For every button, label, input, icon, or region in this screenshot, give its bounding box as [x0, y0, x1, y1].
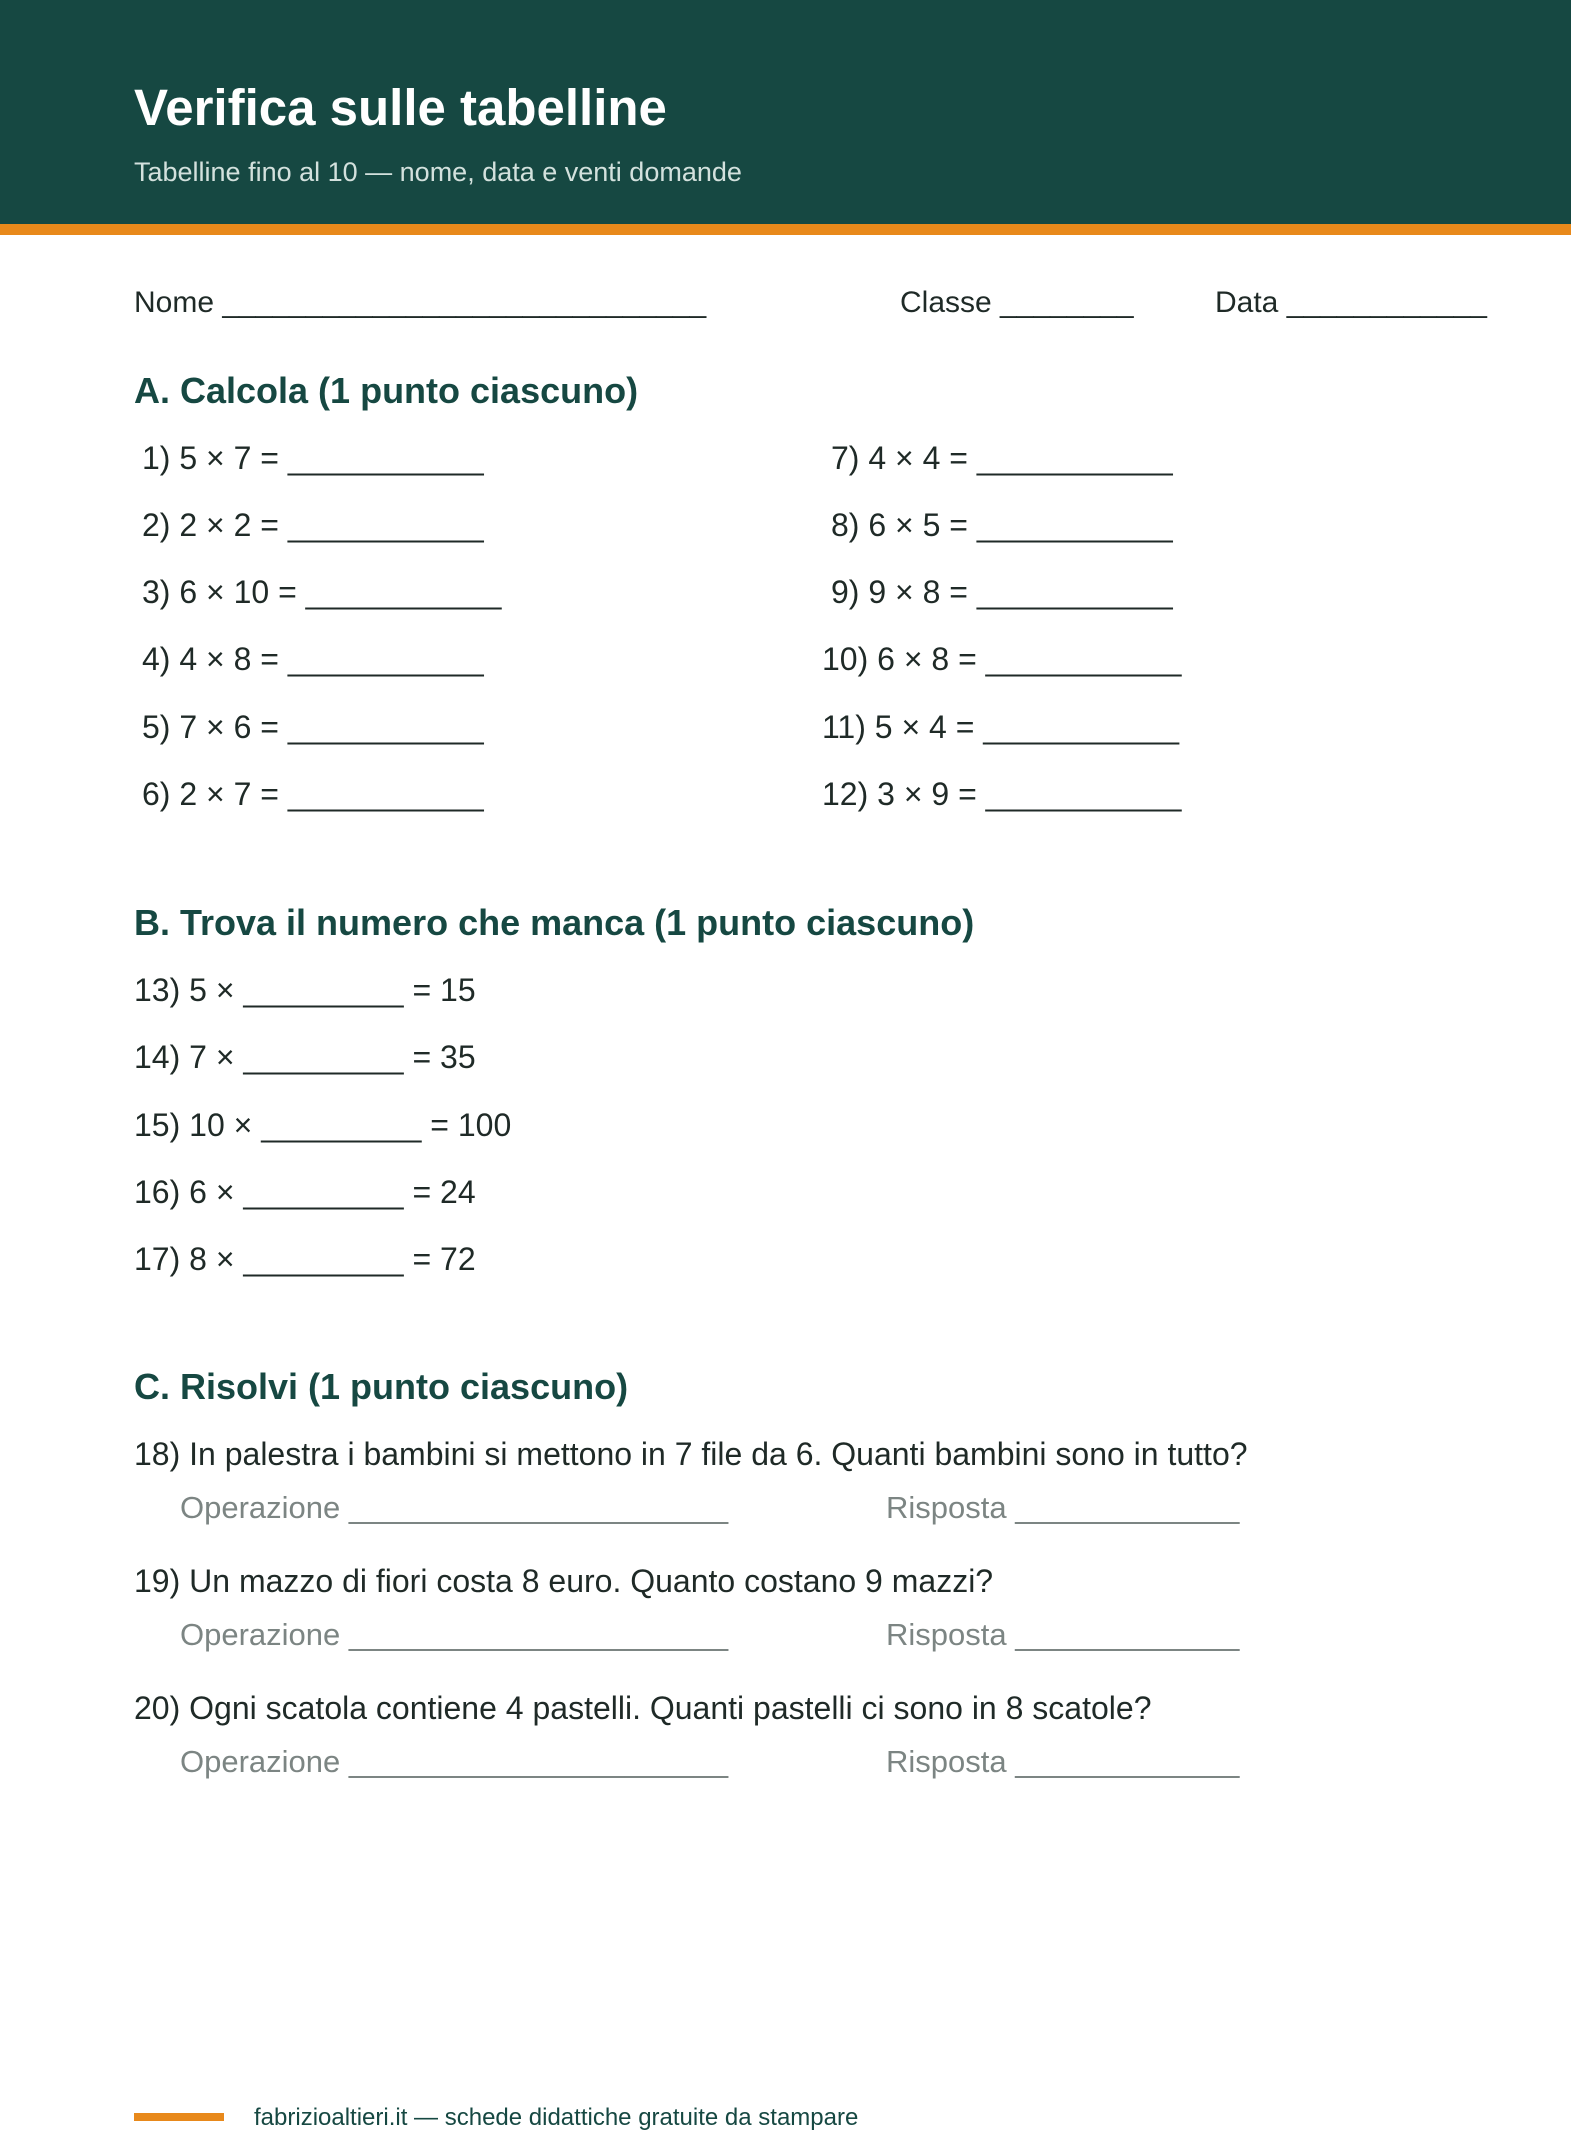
question-14[interactable]: 14) 7 × _________ = 35 [134, 1039, 476, 1075]
problem-18: 18) In palestra i bambini si mettono in 7 file da 6. Quanti bambini sono in tutto? [134, 1436, 1248, 1472]
question-4[interactable]: 4) 4 × 8 = ___________ [142, 641, 484, 677]
question-10[interactable]: 10) 6 × 8 = ___________ [822, 641, 1182, 677]
section-b-title: B. Trova il numero che manca (1 punto ciascuno) [134, 902, 975, 943]
class-field[interactable]: Classe ________ [900, 286, 1134, 319]
question-15[interactable]: 15) 10 × _________ = 100 [134, 1107, 512, 1143]
section-a-title: A. Calcola (1 punto ciascuno) [134, 370, 639, 411]
section-c-title: C. Risolvi (1 punto ciascuno) [134, 1366, 629, 1407]
answer-line-20[interactable]: Risposta _____________ [886, 1744, 1240, 1779]
question-17[interactable]: 17) 8 × _________ = 72 [134, 1241, 476, 1277]
page-subtitle: Tabelline fino al 10 — nome, data e venti domande [134, 157, 742, 187]
question-1[interactable]: 1) 5 × 7 = ___________ [142, 440, 484, 476]
question-5[interactable]: 5) 7 × 6 = ___________ [142, 709, 484, 745]
date-field[interactable]: Data ____________ [1215, 286, 1487, 319]
question-11[interactable]: 11) 5 × 4 = ___________ [822, 709, 1180, 745]
problem-19: 19) Un mazzo di fiori costa 8 euro. Quanto costano 9 mazzi? [134, 1563, 994, 1599]
question-12[interactable]: 12) 3 × 9 = ___________ [822, 776, 1182, 812]
question-3[interactable]: 3) 6 × 10 = ___________ [142, 574, 502, 610]
page-title: Verifica sulle tabelline [134, 79, 667, 136]
question-9[interactable]: 9) 9 × 8 = ___________ [831, 574, 1173, 610]
answer-line-18[interactable]: Risposta _____________ [886, 1490, 1240, 1525]
name-field[interactable]: Nome _____________________________ [134, 286, 707, 319]
question-16[interactable]: 16) 6 × _________ = 24 [134, 1174, 476, 1210]
question-6[interactable]: 6) 2 × 7 = ___________ [142, 776, 484, 812]
question-7[interactable]: 7) 4 × 4 = ___________ [831, 440, 1173, 476]
question-8[interactable]: 8) 6 × 5 = ___________ [831, 507, 1173, 543]
operation-line-20[interactable]: Operazione ______________________ [180, 1744, 729, 1779]
footer-accent-bar [134, 2113, 224, 2121]
problem-20: 20) Ogni scatola contiene 4 pastelli. Quanti pastelli ci sono in 8 scatole? [134, 1690, 1152, 1726]
header-accent-stripe [0, 224, 1571, 235]
footer-text: fabrizioaltieri.it — schede didattiche gratuite da stampare [254, 2104, 859, 2131]
operation-line-18[interactable]: Operazione ______________________ [180, 1490, 729, 1525]
question-2[interactable]: 2) 2 × 2 = ___________ [142, 507, 484, 543]
answer-line-19[interactable]: Risposta _____________ [886, 1617, 1240, 1652]
operation-line-19[interactable]: Operazione ______________________ [180, 1617, 729, 1652]
question-13[interactable]: 13) 5 × _________ = 15 [134, 972, 476, 1008]
